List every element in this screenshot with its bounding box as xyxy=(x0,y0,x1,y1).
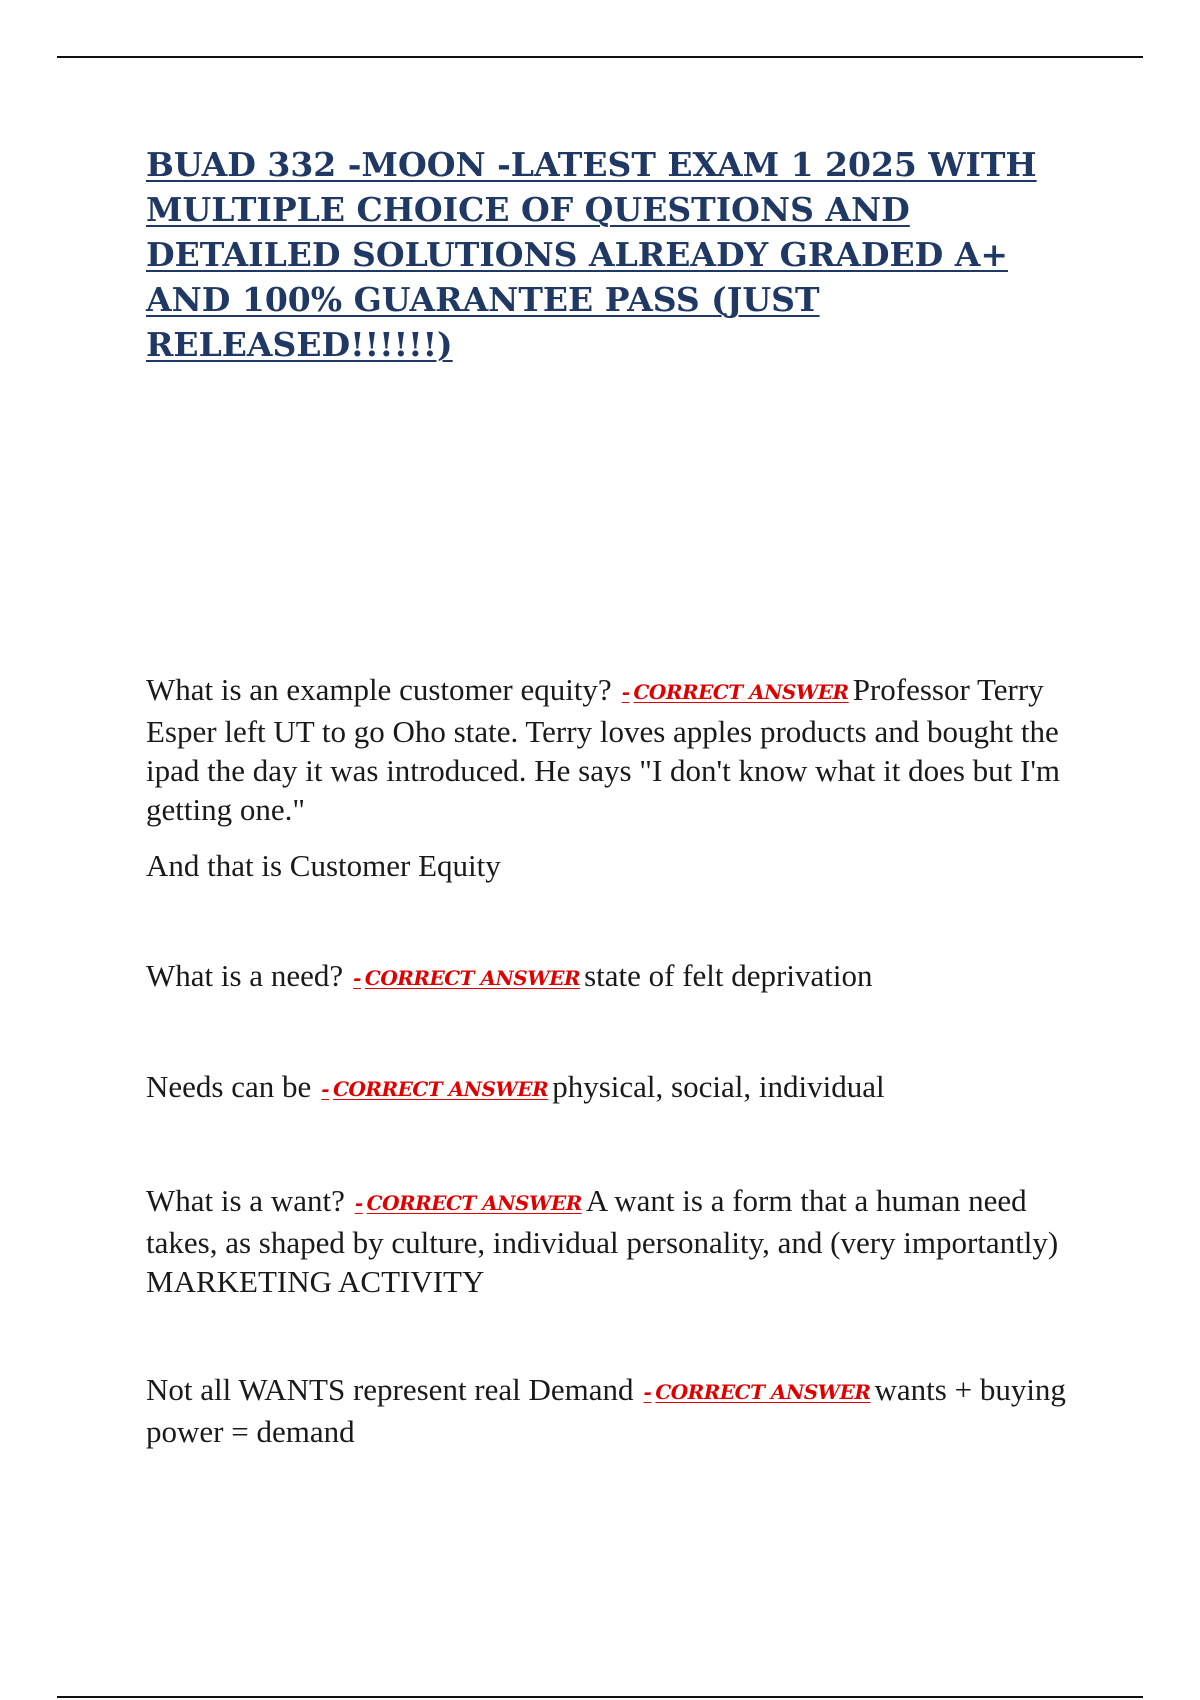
header-rule xyxy=(57,56,1143,58)
customer-equity-note: And that is Customer Equity xyxy=(146,848,501,883)
qa-item-want xyxy=(146,1181,1076,1301)
question-text: Not all WANTS represent real Demand xyxy=(146,1372,634,1407)
qa-item-customer-equity xyxy=(146,670,1076,829)
correct-answer-marker: - CORRECT ANSWER xyxy=(354,1191,582,1215)
correct-answer-marker: - CORRECT ANSWER xyxy=(621,680,849,704)
answer-text: wants + buying power = demand xyxy=(146,1372,1066,1449)
correct-answer-marker: - CORRECT ANSWER xyxy=(643,1380,871,1404)
qa-item-demand xyxy=(146,1370,1076,1451)
question-text: What is a need? xyxy=(146,958,344,993)
answer-text: Professor Terry Esper left UT to go Oho state. Terry loves apples products and bought the ipad the day it was introduced. He says "I don't know what it does but I'm getting one." xyxy=(146,672,1061,827)
qa-item-needs-types xyxy=(146,1067,1076,1109)
document-title: BUAD 332 -MOON -LATEST EXAM 1 2025 WITH MULTIPLE CHOICE OF QUESTIONS AND DETAILED SOLUTIONS ALREADY GRADED A+ AND 100% GUARANTEE PASS (JUST RELEASED!!!!!!) xyxy=(146,145,1037,364)
qa-item-need xyxy=(146,956,1076,998)
correct-answer-marker: - CORRECT ANSWER xyxy=(321,1077,549,1101)
answer-text: A want is a form that a human need takes, as shaped by culture, individual personality, and (very importantly) MARKETING ACTIVITY xyxy=(146,1183,1059,1299)
answer-text: state of felt deprivation xyxy=(584,958,873,993)
footer-rule xyxy=(57,1696,1143,1698)
question-text: What is an example customer equity? xyxy=(146,672,612,707)
question-text: Needs can be xyxy=(146,1069,312,1104)
answer-text: physical, social, individual xyxy=(552,1069,885,1104)
correct-answer-marker: - CORRECT ANSWER xyxy=(353,966,581,990)
question-text: What is a want? xyxy=(146,1183,345,1218)
